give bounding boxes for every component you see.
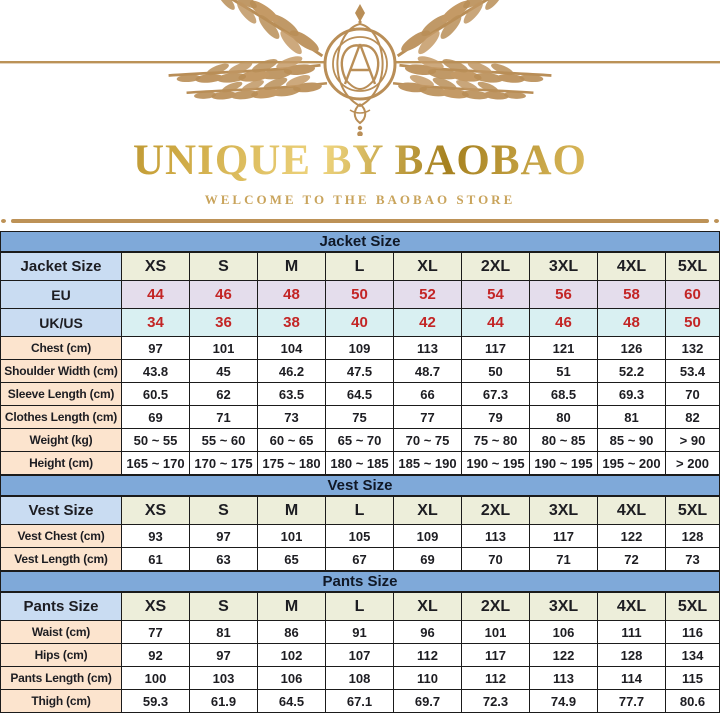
value-cell: 51 bbox=[530, 360, 598, 383]
gold-divider bbox=[0, 219, 720, 223]
value-cell: 71 bbox=[190, 406, 258, 429]
value-cell: 50 ~ 55 bbox=[122, 429, 190, 452]
value-cell: 58 bbox=[598, 281, 666, 309]
value-cell: 81 bbox=[598, 406, 666, 429]
size-cell: XS bbox=[122, 593, 190, 621]
size-cell: L bbox=[326, 253, 394, 281]
section-vest-size bbox=[0, 475, 720, 571]
row-label: Pants Length (cm) bbox=[1, 667, 122, 690]
row-label: Hips (cm) bbox=[1, 644, 122, 667]
vest-size-table bbox=[0, 496, 720, 571]
size-cell: 4XL bbox=[598, 497, 666, 525]
value-cell: 60 bbox=[666, 281, 720, 309]
value-cell: 180 ~ 185 bbox=[326, 452, 394, 475]
row-label: Weight (kg) bbox=[1, 429, 122, 452]
value-cell: 121 bbox=[530, 337, 598, 360]
value-cell: 91 bbox=[326, 621, 394, 644]
value-cell: 117 bbox=[462, 644, 530, 667]
size-corner-label: Pants Size bbox=[1, 593, 122, 621]
value-cell: 116 bbox=[666, 621, 720, 644]
value-cell: 55 ~ 60 bbox=[190, 429, 258, 452]
value-cell: 101 bbox=[190, 337, 258, 360]
size-cell: S bbox=[190, 593, 258, 621]
value-cell: 175 ~ 180 bbox=[258, 452, 326, 475]
brand-header bbox=[0, 0, 720, 208]
value-cell: 106 bbox=[258, 667, 326, 690]
row-label: Sleeve Length (cm) bbox=[1, 383, 122, 406]
value-cell: 60.5 bbox=[122, 383, 190, 406]
size-cell: 3XL bbox=[530, 253, 598, 281]
jacket-size-table bbox=[0, 252, 720, 475]
pants-size-table bbox=[0, 592, 720, 713]
value-cell: 73 bbox=[666, 548, 720, 571]
value-cell: 117 bbox=[530, 525, 598, 548]
value-cell: 34 bbox=[122, 309, 190, 337]
value-cell: > 200 bbox=[666, 452, 720, 475]
value-cell: 122 bbox=[530, 644, 598, 667]
value-cell: 80.6 bbox=[666, 690, 720, 713]
section-title-jacket: Jacket Size bbox=[0, 231, 720, 252]
value-cell: 103 bbox=[190, 667, 258, 690]
size-cell: 2XL bbox=[462, 253, 530, 281]
value-cell: 52 bbox=[394, 281, 462, 309]
value-cell: 80 ~ 85 bbox=[530, 429, 598, 452]
value-cell: 50 bbox=[326, 281, 394, 309]
size-header-row bbox=[1, 593, 720, 621]
value-cell: 48 bbox=[598, 309, 666, 337]
value-cell: 128 bbox=[598, 644, 666, 667]
row-label: Vest Length (cm) bbox=[1, 548, 122, 571]
value-cell: 80 bbox=[530, 406, 598, 429]
value-cell: 128 bbox=[666, 525, 720, 548]
value-cell: 86 bbox=[258, 621, 326, 644]
value-cell: 92 bbox=[122, 644, 190, 667]
value-cell: 85 ~ 90 bbox=[598, 429, 666, 452]
value-cell: 69.3 bbox=[598, 383, 666, 406]
row-label: Clothes Length (cm) bbox=[1, 406, 122, 429]
value-cell: 190 ~ 195 bbox=[462, 452, 530, 475]
value-cell: 77.7 bbox=[598, 690, 666, 713]
divider-dot-left bbox=[1, 219, 6, 223]
value-cell: 75 ~ 80 bbox=[462, 429, 530, 452]
value-cell: 48.7 bbox=[394, 360, 462, 383]
value-cell: 115 bbox=[666, 667, 720, 690]
table-row bbox=[1, 525, 720, 548]
size-cell: XS bbox=[122, 253, 190, 281]
value-cell: 112 bbox=[462, 667, 530, 690]
value-cell: 70 bbox=[666, 383, 720, 406]
value-cell: 70 bbox=[462, 548, 530, 571]
value-cell: 79 bbox=[462, 406, 530, 429]
value-cell: 67.1 bbox=[326, 690, 394, 713]
value-cell: 107 bbox=[326, 644, 394, 667]
value-cell: 72 bbox=[598, 548, 666, 571]
table-row bbox=[1, 360, 720, 383]
value-cell: 69.7 bbox=[394, 690, 462, 713]
value-cell: 52.2 bbox=[598, 360, 666, 383]
table-row bbox=[1, 337, 720, 360]
size-cell: M bbox=[258, 497, 326, 525]
table-row bbox=[1, 281, 720, 309]
value-cell: 71 bbox=[530, 548, 598, 571]
table-row bbox=[1, 644, 720, 667]
value-cell: 53.4 bbox=[666, 360, 720, 383]
value-cell: 74.9 bbox=[530, 690, 598, 713]
size-cell: S bbox=[190, 497, 258, 525]
size-corner-label: Vest Size bbox=[1, 497, 122, 525]
value-cell: 36 bbox=[190, 309, 258, 337]
value-cell: 69 bbox=[394, 548, 462, 571]
value-cell: 69 bbox=[122, 406, 190, 429]
value-cell: 47.5 bbox=[326, 360, 394, 383]
value-cell: 112 bbox=[394, 644, 462, 667]
row-label: Chest (cm) bbox=[1, 337, 122, 360]
size-cell: 4XL bbox=[598, 593, 666, 621]
value-cell: 170 ~ 175 bbox=[190, 452, 258, 475]
value-cell: 100 bbox=[122, 667, 190, 690]
value-cell: 61.9 bbox=[190, 690, 258, 713]
size-cell: 3XL bbox=[530, 593, 598, 621]
value-cell: 48 bbox=[258, 281, 326, 309]
value-cell: 77 bbox=[122, 621, 190, 644]
value-cell: 61 bbox=[122, 548, 190, 571]
table-row bbox=[1, 621, 720, 644]
value-cell: 113 bbox=[394, 337, 462, 360]
value-cell: > 90 bbox=[666, 429, 720, 452]
row-label: Shoulder Width (cm) bbox=[1, 360, 122, 383]
value-cell: 106 bbox=[530, 621, 598, 644]
size-cell: 5XL bbox=[666, 497, 720, 525]
size-cell: 5XL bbox=[666, 253, 720, 281]
row-label: Vest Chest (cm) bbox=[1, 525, 122, 548]
value-cell: 75 bbox=[326, 406, 394, 429]
value-cell: 101 bbox=[462, 621, 530, 644]
value-cell: 109 bbox=[394, 525, 462, 548]
value-cell: 63.5 bbox=[258, 383, 326, 406]
value-cell: 117 bbox=[462, 337, 530, 360]
value-cell: 82 bbox=[666, 406, 720, 429]
size-cell: L bbox=[326, 593, 394, 621]
value-cell: 42 bbox=[394, 309, 462, 337]
row-label: Height (cm) bbox=[1, 452, 122, 475]
size-cell: M bbox=[258, 253, 326, 281]
divider-dot-right bbox=[714, 219, 719, 223]
value-cell: 81 bbox=[190, 621, 258, 644]
value-cell: 109 bbox=[326, 337, 394, 360]
value-cell: 72.3 bbox=[462, 690, 530, 713]
value-cell: 64.5 bbox=[258, 690, 326, 713]
value-cell: 97 bbox=[190, 525, 258, 548]
value-cell: 93 bbox=[122, 525, 190, 548]
value-cell: 62 bbox=[190, 383, 258, 406]
value-cell: 45 bbox=[190, 360, 258, 383]
value-cell: 65 ~ 70 bbox=[326, 429, 394, 452]
value-cell: 113 bbox=[462, 525, 530, 548]
value-cell: 66 bbox=[394, 383, 462, 406]
value-cell: 104 bbox=[258, 337, 326, 360]
size-header-row bbox=[1, 497, 720, 525]
size-cell: S bbox=[190, 253, 258, 281]
value-cell: 60 ~ 65 bbox=[258, 429, 326, 452]
value-cell: 114 bbox=[598, 667, 666, 690]
table-row bbox=[1, 309, 720, 337]
size-corner-label: Jacket Size bbox=[1, 253, 122, 281]
value-cell: 70 ~ 75 bbox=[394, 429, 462, 452]
size-header-row bbox=[1, 253, 720, 281]
section-jacket-size bbox=[0, 231, 720, 475]
value-cell: 67.3 bbox=[462, 383, 530, 406]
row-label: Thigh (cm) bbox=[1, 690, 122, 713]
row-label: Waist (cm) bbox=[1, 621, 122, 644]
value-cell: 77 bbox=[394, 406, 462, 429]
value-cell: 46.2 bbox=[258, 360, 326, 383]
divider-line bbox=[11, 219, 709, 223]
size-cell: XS bbox=[122, 497, 190, 525]
laurel-crest-emblem-icon bbox=[0, 0, 720, 136]
value-cell: 97 bbox=[190, 644, 258, 667]
section-pants-size bbox=[0, 571, 720, 713]
section-title-pants: Pants Size bbox=[0, 571, 720, 592]
value-cell: 54 bbox=[462, 281, 530, 309]
table-row bbox=[1, 667, 720, 690]
value-cell: 43.8 bbox=[122, 360, 190, 383]
value-cell: 102 bbox=[258, 644, 326, 667]
size-cell: 2XL bbox=[462, 593, 530, 621]
value-cell: 63 bbox=[190, 548, 258, 571]
value-cell: 44 bbox=[462, 309, 530, 337]
size-cell: M bbox=[258, 593, 326, 621]
value-cell: 68.5 bbox=[530, 383, 598, 406]
table-row bbox=[1, 452, 720, 475]
value-cell: 110 bbox=[394, 667, 462, 690]
value-cell: 65 bbox=[258, 548, 326, 571]
size-cell: XL bbox=[394, 497, 462, 525]
value-cell: 105 bbox=[326, 525, 394, 548]
value-cell: 111 bbox=[598, 621, 666, 644]
value-cell: 132 bbox=[666, 337, 720, 360]
value-cell: 113 bbox=[530, 667, 598, 690]
table-row bbox=[1, 690, 720, 713]
brand-subtitle: WELCOME TO THE BAOBAO STORE bbox=[204, 192, 516, 208]
value-cell: 96 bbox=[394, 621, 462, 644]
value-cell: 67 bbox=[326, 548, 394, 571]
value-cell: 190 ~ 195 bbox=[530, 452, 598, 475]
size-cell: 5XL bbox=[666, 593, 720, 621]
value-cell: 165 ~ 170 bbox=[122, 452, 190, 475]
size-cell: 3XL bbox=[530, 497, 598, 525]
table-row bbox=[1, 406, 720, 429]
value-cell: 122 bbox=[598, 525, 666, 548]
value-cell: 126 bbox=[598, 337, 666, 360]
value-cell: 50 bbox=[462, 360, 530, 383]
value-cell: 46 bbox=[190, 281, 258, 309]
value-cell: 64.5 bbox=[326, 383, 394, 406]
size-cell: XL bbox=[394, 593, 462, 621]
table-row bbox=[1, 429, 720, 452]
value-cell: 59.3 bbox=[122, 690, 190, 713]
value-cell: 108 bbox=[326, 667, 394, 690]
value-cell: 50 bbox=[666, 309, 720, 337]
brand-title: UNIQUE BY BAOBAO bbox=[0, 138, 720, 183]
size-cell: 2XL bbox=[462, 497, 530, 525]
row-label: EU bbox=[1, 281, 122, 309]
value-cell: 134 bbox=[666, 644, 720, 667]
value-cell: 185 ~ 190 bbox=[394, 452, 462, 475]
value-cell: 97 bbox=[122, 337, 190, 360]
table-row bbox=[1, 383, 720, 406]
table-row bbox=[1, 548, 720, 571]
value-cell: 56 bbox=[530, 281, 598, 309]
section-title-vest: Vest Size bbox=[0, 475, 720, 496]
size-cell: XL bbox=[394, 253, 462, 281]
value-cell: 44 bbox=[122, 281, 190, 309]
row-label: UK/US bbox=[1, 309, 122, 337]
value-cell: 73 bbox=[258, 406, 326, 429]
value-cell: 195 ~ 200 bbox=[598, 452, 666, 475]
value-cell: 38 bbox=[258, 309, 326, 337]
value-cell: 40 bbox=[326, 309, 394, 337]
value-cell: 46 bbox=[530, 309, 598, 337]
size-cell: 4XL bbox=[598, 253, 666, 281]
size-cell: L bbox=[326, 497, 394, 525]
value-cell: 101 bbox=[258, 525, 326, 548]
